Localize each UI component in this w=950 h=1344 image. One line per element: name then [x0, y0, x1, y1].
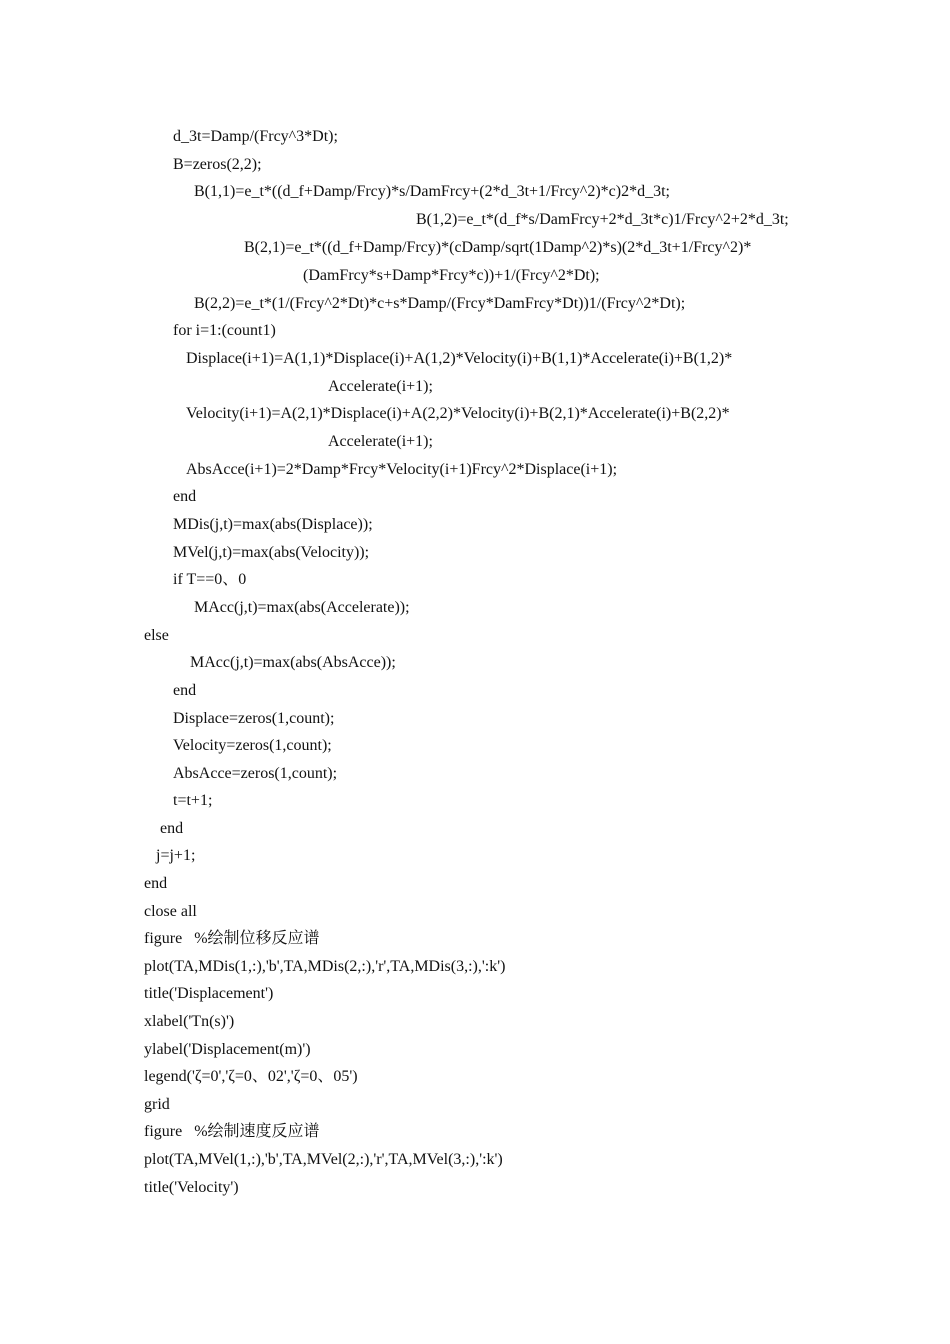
code-line: Velocity(i+1)=A(2,1)*Displace(i)+A(2,2)*Velocity(i)+B(2,1)*Accelerate(i)+B(2,2)*	[186, 405, 730, 422]
code-line: end	[160, 820, 184, 837]
code-line: Accelerate(i+1);	[328, 433, 433, 450]
code-line: figure %绘制位移反应谱	[144, 930, 320, 947]
code-line: MAcc(j,t)=max(abs(AbsAcce));	[190, 654, 396, 671]
code-line: B(1,1)=e_t*((d_f+Damp/Frcy)*s/DamFrcy+(2*d_3t+1/Frcy^2)*c)2*d_3t;	[194, 183, 670, 200]
code-line: MDis(j,t)=max(abs(Displace));	[173, 516, 373, 533]
code-line: MVel(j,t)=max(abs(Velocity));	[173, 544, 370, 561]
code-line: grid	[144, 1096, 170, 1113]
code-line: figure %绘制速度反应谱	[144, 1123, 320, 1140]
code-line: d_3t=Damp/(Frcy^3*Dt);	[173, 128, 338, 145]
code-line: else	[144, 627, 169, 644]
code-line: MAcc(j,t)=max(abs(Accelerate));	[194, 599, 410, 616]
code-line: AbsAcce(i+1)=2*Damp*Frcy*Velocity(i+1)Frcy^2*Displace(i+1);	[186, 461, 618, 478]
code-line: AbsAcce=zeros(1,count);	[173, 765, 338, 782]
code-line: Displace(i+1)=A(1,1)*Displace(i)+A(1,2)*Velocity(i)+B(1,1)*Accelerate(i)+B(1,2)*	[186, 350, 733, 367]
code-line: plot(TA,MVel(1,:),'b',TA,MVel(2,:),'r',TA,MVel(3,:),':k')	[144, 1151, 503, 1168]
code-line: xlabel('Tn(s)')	[144, 1013, 235, 1030]
code-line: for i=1:(count1)	[173, 322, 276, 339]
code-line: close all	[144, 903, 197, 920]
code-line: Accelerate(i+1);	[328, 378, 433, 395]
code-line: legend('ζ=0','ζ=0、02','ζ=0、05')	[144, 1068, 358, 1085]
code-line: B=zeros(2,2);	[173, 156, 262, 173]
code-line: plot(TA,MDis(1,:),'b',TA,MDis(2,:),'r',TA,MDis(3,:),':k')	[144, 958, 506, 975]
code-line: Velocity=zeros(1,count);	[173, 737, 332, 754]
code-line: end	[144, 875, 168, 892]
code-line: B(1,2)=e_t*(d_f*s/DamFrcy+2*d_3t*c)1/Frcy^2+2*d_3t;	[416, 211, 789, 228]
code-line: ylabel('Displacement(m)')	[144, 1041, 311, 1058]
code-line: Displace=zeros(1,count);	[173, 710, 335, 727]
code-line: title('Velocity')	[144, 1179, 239, 1196]
code-line: end	[173, 682, 197, 699]
code-line: j=j+1;	[156, 847, 196, 864]
code-line: (DamFrcy*s+Damp*Frcy*c))+1/(Frcy^2*Dt);	[303, 267, 600, 284]
code-line: t=t+1;	[173, 792, 213, 809]
code-line: end	[173, 488, 197, 505]
code-line: B(2,1)=e_t*((d_f+Damp/Frcy)*(cDamp/sqrt(1Damp^2)*s)(2*d_3t+1/Frcy^2)*	[244, 239, 752, 256]
code-line: if T==0、0	[173, 571, 247, 588]
code-line: title('Displacement')	[144, 985, 274, 1002]
code-line: B(2,2)=e_t*(1/(Frcy^2*Dt)*c+s*Damp/(Frcy*DamFrcy*Dt))1/(Frcy^2*Dt);	[194, 295, 686, 312]
